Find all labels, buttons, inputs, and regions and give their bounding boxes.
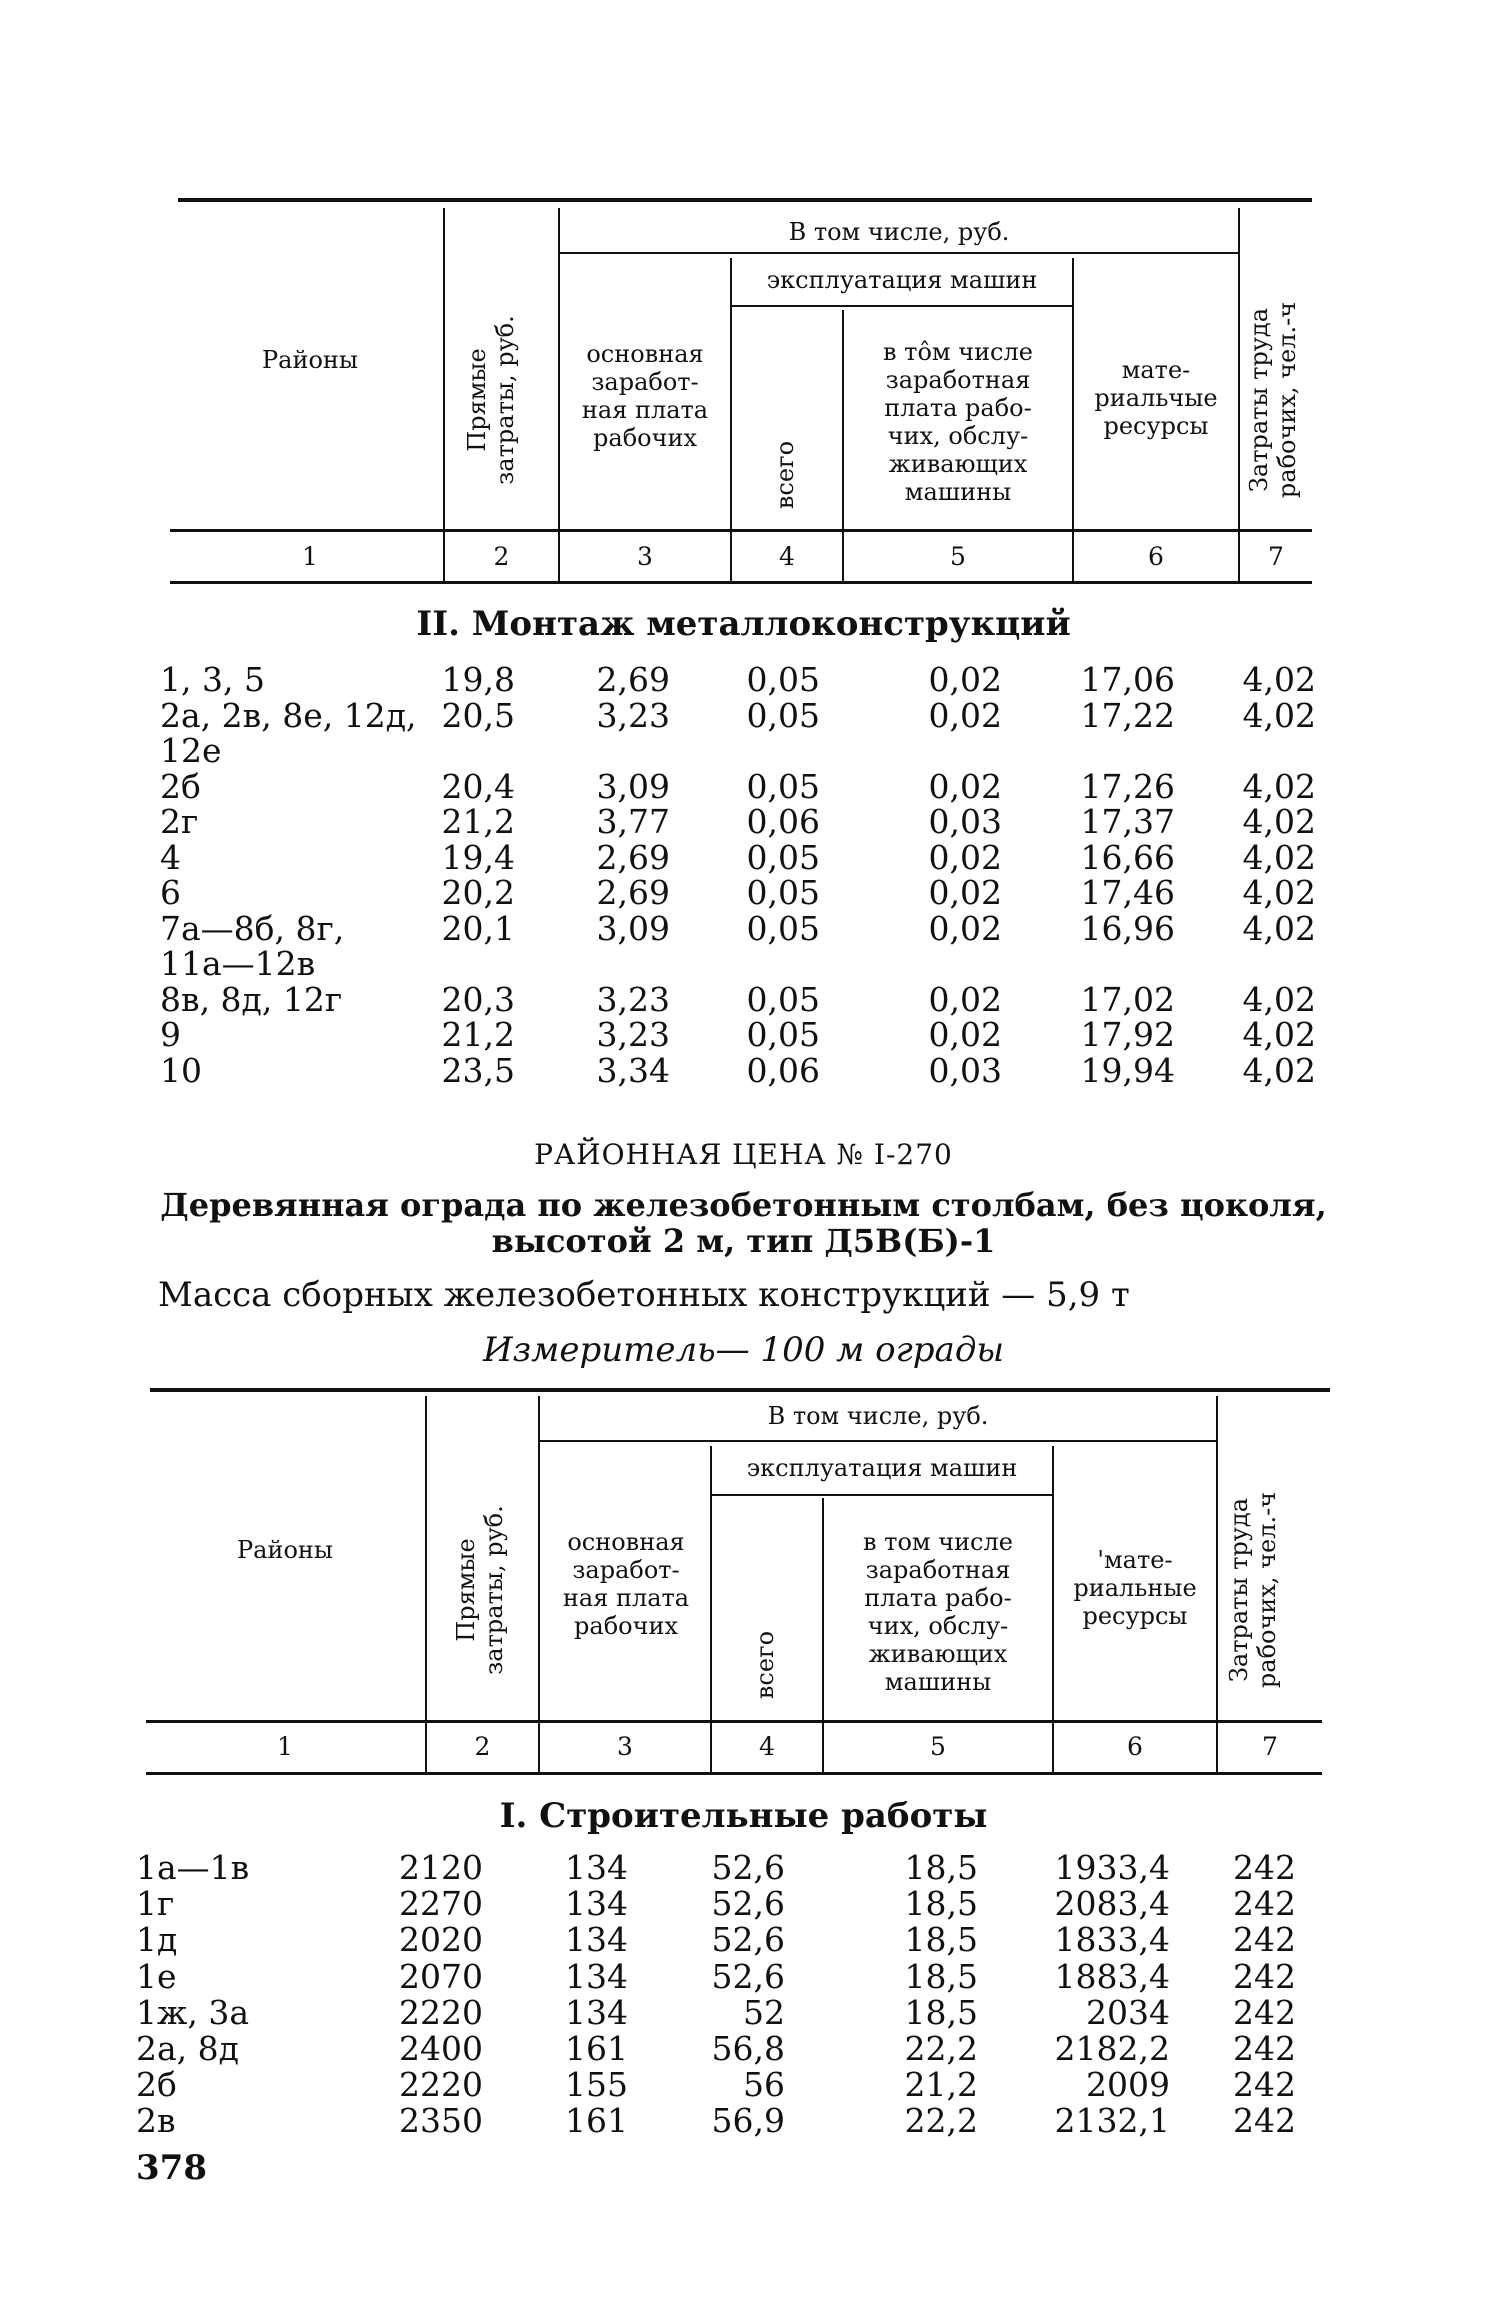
t1-cell-col5: 0,02 — [928, 766, 1002, 806]
t2-cell-col2: 2270 — [399, 1884, 483, 1924]
t2-cell-col1: 2б — [136, 2065, 177, 2105]
table-row — [0, 1050, 1487, 1090]
t1-cell-col4: 0,05 — [746, 908, 820, 948]
table-row — [0, 1850, 1487, 1886]
t1-cell-col6: 17,06 — [1080, 660, 1175, 699]
t2-cell-col7: 242 — [1233, 1848, 1296, 1887]
t2-cell-col3: 134 — [565, 1920, 628, 1960]
t1-cell-col4: 0,06 — [746, 1050, 820, 1090]
table-row — [0, 1017, 1487, 1053]
col-number-2: 2 — [493, 542, 510, 571]
t2-cell-col4: 56 — [743, 2065, 785, 2105]
t2-col-group-header: В том числе, руб. — [767, 1402, 989, 1430]
t1-cell-col5: 0,02 — [928, 908, 1002, 948]
t2-col-wage-header: основная заработ- ная плата рабочих — [562, 1528, 690, 1640]
t1-cell-col1: 9 — [160, 1015, 181, 1054]
t2-cell-col5: 18,5 — [904, 1920, 978, 1960]
measure-line: Измеритель— 100 м ограды — [482, 1330, 1005, 1370]
t1-cell-col6: 16,66 — [1080, 837, 1175, 877]
t1-cell-col4: 0,05 — [746, 660, 820, 699]
col-direct-costs-header: Прямые затраты, руб. — [463, 315, 519, 485]
table-row — [0, 2103, 1487, 2139]
t1-cell-col1: 11а—12в — [160, 944, 316, 983]
t2-cell-col6: 1833,4 — [1054, 1920, 1170, 1960]
table-row — [0, 662, 1487, 698]
t1-cell-col4: 0,06 — [746, 802, 820, 841]
t1-cell-col1: 7а—8б, 8г, — [160, 908, 345, 948]
t2-cell-col4: 52,6 — [711, 1848, 785, 1887]
t1-cell-col4: 0,05 — [746, 837, 820, 877]
col-materials-header: мате- риальчые ресурсы — [1094, 356, 1218, 440]
t1-cell-col2: 19,8 — [441, 660, 515, 699]
t1-cell-col3: 3,23 — [596, 695, 670, 735]
t1-cell-col1: 2б — [160, 766, 201, 806]
t2-cell-col4: 56,9 — [711, 2101, 785, 2141]
t2-cell-col6: 2182,2 — [1054, 2029, 1170, 2068]
t1-cell-col5: 0,02 — [928, 873, 1002, 912]
t2-cell-col6: 2009 — [1086, 2065, 1170, 2105]
t1-cell-col2: 23,5 — [441, 1050, 515, 1090]
t2-cell-col3: 134 — [565, 1884, 628, 1924]
t1-cell-col5: 0,03 — [928, 1050, 1002, 1090]
t1-cell-col1: 8в, 8д, 12г — [160, 979, 343, 1019]
col-wage-header: основная заработ- ная плата рабочих — [581, 340, 709, 452]
t1-cell-col4: 0,05 — [746, 766, 820, 806]
t1-cell-col6: 17,92 — [1080, 1015, 1175, 1054]
t1-cell-col4: 0,05 — [746, 695, 820, 735]
t2-cell-col4: 52,6 — [711, 1920, 785, 1960]
t2-cell-col7: 242 — [1233, 2101, 1296, 2141]
t2-cell-col7: 242 — [1233, 1884, 1296, 1924]
t1-cell-col6: 17,26 — [1080, 766, 1175, 806]
t2-cell-col5: 18,5 — [904, 1884, 978, 1924]
t1-cell-col1: 12е — [160, 731, 222, 770]
col-operator-wage-header: в тôм числе заработная плата рабо- чих, обслу- живающих машины — [883, 338, 1033, 506]
table-row — [0, 804, 1487, 840]
table-row — [0, 733, 1487, 769]
t2-col-operator-wage-header: в том числе заработная плата рабо- чих, обслу- живающих машины — [863, 1528, 1013, 1696]
col-group-header: В том числе, руб. — [788, 218, 1010, 246]
t1-cell-col7: 4,02 — [1242, 873, 1316, 912]
t2-col-number-2: 2 — [474, 1732, 491, 1761]
t2-cell-col2: 2070 — [399, 1956, 483, 1996]
t1-cell-col4: 0,05 — [746, 979, 820, 1019]
t1-cell-col1: 6 — [160, 873, 181, 912]
t1-cell-col7: 4,02 — [1242, 908, 1316, 948]
t1-cell-col5: 0,02 — [928, 1015, 1002, 1054]
t1-cell-col3: 2,69 — [596, 660, 670, 699]
t2-cell-col3: 134 — [565, 1992, 628, 2032]
t1-cell-col6: 17,46 — [1080, 873, 1175, 912]
t2-cell-col1: 1а—1в — [136, 1848, 250, 1887]
t2-cell-col6: 2083,4 — [1054, 1884, 1170, 1924]
t2-cell-col1: 1д — [136, 1920, 178, 1960]
t1-cell-col2: 20,2 — [441, 873, 515, 912]
table-row — [0, 1886, 1487, 1922]
t2-cell-col4: 52,6 — [711, 1884, 785, 1924]
t2-cell-col6: 2034 — [1086, 1992, 1170, 2032]
col-machines-header: эксплуатация машин — [766, 266, 1038, 294]
table-row — [0, 1956, 1487, 1996]
t2-cell-col3: 161 — [565, 2029, 628, 2068]
table-row — [0, 837, 1487, 877]
table-row — [0, 908, 1487, 948]
t2-cell-col4: 52 — [743, 1992, 785, 2032]
t1-cell-col1: 2г — [160, 802, 199, 841]
t1-cell-col2: 20,3 — [441, 979, 515, 1019]
col-number-1: 1 — [302, 542, 318, 571]
title-line-2: высотой 2 м, тип Д5В(Б)-1 — [491, 1222, 996, 1260]
t2-cell-col3: 134 — [565, 1848, 628, 1887]
t1-cell-col7: 4,02 — [1242, 660, 1316, 699]
t1-cell-col6: 16,96 — [1080, 908, 1175, 948]
col-number-4: 4 — [779, 542, 795, 571]
table-row — [0, 2067, 1487, 2103]
t2-cell-col2: 2220 — [399, 2065, 483, 2105]
col-number-3: 3 — [637, 542, 653, 571]
t1-cell-col1: 1, 3, 5 — [160, 660, 265, 699]
t1-cell-col1: 4 — [160, 837, 181, 877]
t2-cell-col3: 161 — [565, 2101, 628, 2141]
table2-section-title: I. Строительные работы — [499, 1796, 988, 1836]
t2-cell-col1: 1ж, 3а — [136, 1992, 250, 2032]
t2-cell-col1: 1г — [136, 1884, 175, 1924]
table-row — [0, 2031, 1487, 2067]
t2-col-labor-header: Затраты труда рабочих, чел.-ч — [1225, 1491, 1281, 1689]
t1-cell-col3: 2,69 — [596, 837, 670, 877]
t2-cell-col7: 242 — [1233, 2029, 1296, 2068]
t1-cell-col2: 19,4 — [441, 837, 515, 877]
t2-col-direct-costs-header: Прямые затраты, руб. — [452, 1505, 508, 1675]
t1-cell-col5: 0,03 — [928, 802, 1002, 841]
t2-cell-col1: 2в — [136, 2101, 176, 2141]
t2-cell-col5: 22,2 — [904, 2101, 978, 2141]
t1-cell-col5: 0,02 — [928, 695, 1002, 735]
t1-cell-col3: 3,09 — [596, 766, 670, 806]
t2-cell-col2: 2350 — [399, 2101, 483, 2141]
t2-col-regions-header: Районы — [237, 1536, 333, 1564]
t1-cell-col7: 4,02 — [1242, 802, 1316, 841]
t2-cell-col6: 1933,4 — [1054, 1848, 1170, 1887]
t2-col-number-1: 1 — [277, 1732, 293, 1761]
t2-cell-col3: 155 — [565, 2065, 628, 2105]
table-row — [0, 1922, 1487, 1958]
t1-cell-col7: 4,02 — [1242, 837, 1316, 877]
t1-cell-col1: 10 — [160, 1050, 202, 1090]
t2-cell-col2: 2400 — [399, 2029, 483, 2068]
col-regions-header: Районы — [262, 346, 358, 374]
t2-cell-col7: 242 — [1233, 2065, 1296, 2105]
t1-cell-col3: 3,34 — [596, 1050, 670, 1090]
t2-col-number-5: 5 — [930, 1732, 946, 1761]
col-labor-header: Затраты труда рабочих, чел.-ч — [1245, 301, 1301, 499]
t2-cell-col5: 18,5 — [904, 1992, 978, 2032]
t1-cell-col1: 2а, 2в, 8е, 12д, — [160, 695, 417, 735]
table-row — [0, 695, 1487, 735]
t2-col-number-3: 3 — [617, 1732, 633, 1761]
t1-cell-col4: 0,05 — [746, 1015, 820, 1054]
t2-cell-col5: 18,5 — [904, 1848, 978, 1887]
t1-cell-col6: 17,37 — [1080, 802, 1175, 841]
t1-cell-col7: 4,02 — [1242, 695, 1316, 735]
t2-cell-col6: 2132,1 — [1054, 2101, 1170, 2141]
t2-cell-col2: 2220 — [399, 1992, 483, 2032]
t1-cell-col7: 4,02 — [1242, 1015, 1316, 1054]
table-row — [0, 766, 1487, 806]
t1-cell-col2: 21,2 — [441, 802, 515, 841]
t2-cell-col5: 22,2 — [904, 2029, 978, 2068]
page-number: 378 — [136, 2148, 207, 2188]
t2-cell-col7: 242 — [1233, 1956, 1296, 1996]
table-row — [0, 1992, 1487, 2032]
t2-cell-col5: 18,5 — [904, 1956, 978, 1996]
t1-cell-col5: 0,02 — [928, 979, 1002, 1019]
col-number-7: 7 — [1268, 542, 1284, 571]
col-number-5: 5 — [950, 542, 966, 571]
t2-cell-col2: 2020 — [399, 1920, 483, 1960]
table1-section-title: II. Монтаж металлоконструкций — [416, 604, 1071, 644]
t1-cell-col2: 20,1 — [441, 908, 515, 948]
t2-cell-col7: 242 — [1233, 1992, 1296, 2032]
t1-cell-col4: 0,05 — [746, 873, 820, 912]
table-row — [0, 946, 1487, 982]
t2-col-total-header: всего — [751, 1630, 779, 1700]
t1-cell-col6: 19,94 — [1080, 1050, 1175, 1090]
t1-cell-col7: 4,02 — [1242, 766, 1316, 806]
t1-cell-col5: 0,02 — [928, 660, 1002, 699]
t1-cell-col3: 3,77 — [596, 802, 670, 841]
t2-cell-col7: 242 — [1233, 1920, 1296, 1960]
mass-line: Масса сборных железобетонных конструкций — 5,9 т — [158, 1275, 1130, 1315]
t2-cell-col2: 2120 — [399, 1848, 483, 1887]
t1-cell-col7: 4,02 — [1242, 1050, 1316, 1090]
t2-col-machines-header: эксплуатация машин — [746, 1454, 1018, 1482]
t1-cell-col7: 4,02 — [1242, 979, 1316, 1019]
t1-cell-col5: 0,02 — [928, 837, 1002, 877]
t2-cell-col6: 1883,4 — [1054, 1956, 1170, 1996]
t2-col-number-6: 6 — [1127, 1732, 1143, 1761]
t1-cell-col6: 17,02 — [1080, 979, 1175, 1019]
t2-cell-col1: 1е — [136, 1956, 177, 1996]
t1-cell-col6: 17,22 — [1080, 695, 1175, 735]
t1-cell-col3: 3,09 — [596, 908, 670, 948]
t2-cell-col5: 21,2 — [904, 2065, 978, 2105]
t1-cell-col2: 20,5 — [441, 695, 515, 735]
price-heading: РАЙОННАЯ ЦЕНА № I-270 — [534, 1138, 953, 1171]
t2-col-number-7: 7 — [1262, 1732, 1278, 1761]
t2-cell-col4: 52,6 — [711, 1956, 785, 1996]
t1-cell-col3: 3,23 — [596, 1015, 670, 1054]
t2-cell-col3: 134 — [565, 1956, 628, 1996]
t2-cell-col4: 56,8 — [711, 2029, 785, 2068]
table-row — [0, 979, 1487, 1019]
t1-cell-col3: 3,23 — [596, 979, 670, 1019]
t2-col-number-4: 4 — [759, 1732, 775, 1761]
col-number-6: 6 — [1148, 542, 1164, 571]
col-total-header: всего — [771, 440, 799, 510]
t2-col-materials-header: 'мате- риальные ресурсы — [1073, 1546, 1197, 1630]
t2-cell-col1: 2а, 8д — [136, 2029, 239, 2068]
table-row — [0, 875, 1487, 911]
t1-cell-col3: 2,69 — [596, 873, 670, 912]
t1-cell-col2: 21,2 — [441, 1015, 515, 1054]
title-line-1: Деревянная ограда по железобетонным столбам, без цоколя, — [160, 1186, 1327, 1224]
t1-cell-col2: 20,4 — [441, 766, 515, 806]
